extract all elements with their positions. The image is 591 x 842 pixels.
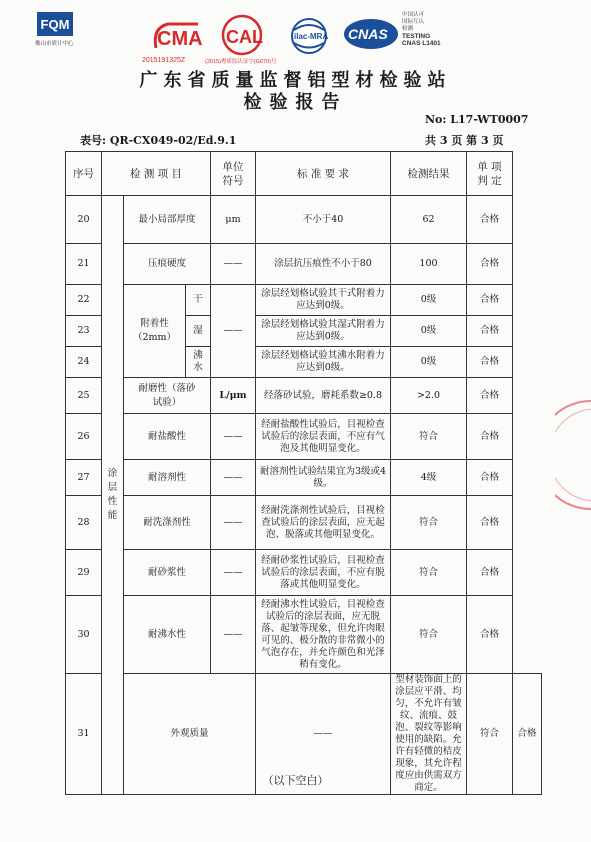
row-verdict: 合格 bbox=[467, 316, 513, 347]
row-subitem: 沸水 bbox=[186, 347, 211, 378]
row-result: 100 bbox=[391, 244, 467, 285]
header-item: 检 测 项 目 bbox=[102, 152, 211, 196]
blank-below-note: （以下空白） bbox=[262, 774, 329, 787]
red-seal-stamp bbox=[555, 395, 591, 515]
table-row bbox=[66, 460, 542, 496]
ilac-logo-text: ilac-MRA bbox=[294, 32, 329, 41]
row-item: 耐盐酸性 bbox=[124, 414, 211, 460]
row-unit: —— bbox=[211, 496, 256, 550]
row-item: 耐洗涤剂性 bbox=[124, 496, 211, 550]
row-verdict: 合格 bbox=[467, 460, 513, 496]
row-verdict: 合格 bbox=[467, 550, 513, 596]
cert-cn-line3: 检测 bbox=[402, 26, 414, 32]
row-item: 耐溶剂性 bbox=[124, 460, 211, 496]
row-unit: —— bbox=[211, 285, 256, 378]
row-result: 符合 bbox=[391, 414, 467, 460]
cert-cn-line2: 国际互认 bbox=[402, 19, 425, 25]
fqm-logo bbox=[35, 12, 89, 47]
row-requirement: 不小于40 bbox=[256, 196, 391, 244]
row-unit: —— bbox=[211, 460, 256, 496]
row-verdict: 合格 bbox=[513, 674, 542, 795]
table-row bbox=[66, 244, 542, 285]
header-requirement: 标 准 要 求 bbox=[256, 152, 391, 196]
row-requirement: 型材装饰面上的涂层应平滑、均匀，不允许有皱纹、流痕、鼓泡、裂纹等影响使用的缺陷。允许有轻微的桔皮现象，其允许程度应由供需双方商定。 bbox=[391, 674, 467, 795]
report-title: 检验报告 bbox=[243, 92, 348, 113]
table-header-row bbox=[66, 152, 542, 196]
table-row bbox=[66, 596, 542, 674]
row-unit: —— bbox=[211, 244, 256, 285]
row-no: 21 bbox=[66, 244, 102, 285]
row-requirement: 耐溶剂性试验结果宜为3级或4级。 bbox=[256, 460, 391, 496]
header-seq: 序号 bbox=[66, 152, 102, 196]
row-no: 26 bbox=[66, 414, 102, 460]
cert-code: CNAS L1401 bbox=[402, 40, 441, 47]
fqm-logo-mark: FQM bbox=[37, 12, 73, 36]
row-item: 最小局部厚度 bbox=[124, 196, 211, 244]
table-row bbox=[66, 550, 542, 596]
row-requirement: 经耐洗涤剂性试验后，目视检查试验后的涂层表面，应无起泡、脱落或其他明显变化。 bbox=[256, 496, 391, 550]
cma-logo-text: CMA bbox=[157, 28, 203, 50]
row-verdict: 合格 bbox=[467, 244, 513, 285]
row-unit: —— bbox=[256, 674, 391, 795]
cert-cn-line1: 中国认可 bbox=[402, 12, 425, 18]
table-row bbox=[66, 414, 542, 460]
row-unit: μm bbox=[211, 196, 256, 244]
row-subitem: 湿 bbox=[186, 316, 211, 347]
row-item: 外观质量 bbox=[124, 674, 256, 795]
row-no: 20 bbox=[66, 196, 102, 244]
row-no: 27 bbox=[66, 460, 102, 496]
row-requirement: 涂层抗压痕性不小于80 bbox=[256, 244, 391, 285]
row-unit: —— bbox=[211, 596, 256, 674]
row-no: 24 bbox=[66, 347, 102, 378]
row-verdict: 合格 bbox=[467, 414, 513, 460]
row-requirement: 涂层经划格试验其沸水附着力应达到0级。 bbox=[256, 347, 391, 378]
row-unit: L/μm bbox=[211, 378, 256, 414]
ilac-mra-logo bbox=[280, 16, 338, 56]
cert-en: TESTING bbox=[402, 33, 431, 40]
row-requirement: 经耐盐酸性试验后，目视检查试验后的涂层表面，不应有气泡及其他明显变化。 bbox=[256, 414, 391, 460]
table-row bbox=[66, 496, 542, 550]
row-result: 0级 bbox=[391, 347, 467, 378]
row-verdict: 合格 bbox=[467, 196, 513, 244]
row-result: 0级 bbox=[391, 285, 467, 316]
form-number: 表号: QR-CX049-02/Ed.9.1 bbox=[80, 134, 237, 147]
adhesion-group-label: 附着性（2mm） bbox=[124, 285, 186, 378]
cnas-logo-text: CNAS bbox=[348, 26, 388, 42]
row-result: 符合 bbox=[391, 550, 467, 596]
header-verdict: 单 项 判 定 bbox=[467, 152, 513, 196]
row-no: 30 bbox=[66, 596, 102, 674]
cnas-cert-text bbox=[402, 12, 441, 47]
station-title: 广东省质量监督铝型材检验站 bbox=[139, 70, 452, 91]
row-result: 符合 bbox=[391, 596, 467, 674]
row-no: 29 bbox=[66, 550, 102, 596]
row-result: 符合 bbox=[467, 674, 513, 795]
row-no: 28 bbox=[66, 496, 102, 550]
cnas-logo bbox=[342, 14, 400, 54]
row-result: 符合 bbox=[391, 496, 467, 550]
table-row bbox=[66, 378, 542, 414]
cal-logo bbox=[219, 14, 265, 58]
header-unit: 单位 符号 bbox=[211, 152, 256, 196]
row-unit: —— bbox=[211, 414, 256, 460]
cal-number: (2015)粤质监认证字(G070)号 bbox=[205, 59, 277, 65]
category-coating-performance: 涂层性能 bbox=[102, 196, 124, 795]
row-result: >2.0 bbox=[391, 378, 467, 414]
row-no: 22 bbox=[66, 285, 102, 316]
row-requirement: 经落砂试验，磨耗系数≥0.8 bbox=[256, 378, 391, 414]
inspection-table bbox=[65, 151, 542, 795]
row-item: 耐磨性（落砂试验） bbox=[124, 378, 211, 414]
row-verdict: 合格 bbox=[467, 378, 513, 414]
header-result: 检测结果 bbox=[391, 152, 467, 196]
row-item: 压痕硬度 bbox=[124, 244, 211, 285]
row-item: 耐沸水性 bbox=[124, 596, 211, 674]
row-verdict: 合格 bbox=[467, 347, 513, 378]
row-subitem: 干 bbox=[186, 285, 211, 316]
row-no: 31 bbox=[66, 674, 102, 795]
report-number: No: L17-WT0007 bbox=[425, 113, 529, 126]
row-unit: —— bbox=[211, 550, 256, 596]
table-row bbox=[66, 196, 542, 244]
cma-logo bbox=[148, 18, 208, 56]
fqm-caption: 佛山市质计中心 bbox=[35, 41, 74, 47]
page-info: 共 3 页 第 3 页 bbox=[425, 134, 504, 147]
row-verdict: 合格 bbox=[467, 596, 513, 674]
row-requirement: 经耐砂浆性试验后，目视检查试验后的涂层表面，不应有脱落或其他明显变化。 bbox=[256, 550, 391, 596]
row-result: 62 bbox=[391, 196, 467, 244]
row-verdict: 合格 bbox=[467, 496, 513, 550]
row-no: 25 bbox=[66, 378, 102, 414]
row-result: 4级 bbox=[391, 460, 467, 496]
row-requirement: 涂层经划格试验其湿式附着力应达到0级。 bbox=[256, 316, 391, 347]
cal-logo-text: CAL bbox=[226, 27, 263, 47]
cma-number: 2015191325Z bbox=[142, 57, 186, 64]
row-no: 23 bbox=[66, 316, 102, 347]
row-result: 0级 bbox=[391, 316, 467, 347]
row-requirement: 经耐沸水性试验后，目视检查试验后的涂层表面，应无脱落、起皱等现象，但允许肉眼可见的、极分散的非常微小的气泡存在，并允许颜色和光泽稍有变化。 bbox=[256, 596, 391, 674]
table-row bbox=[66, 285, 542, 316]
row-verdict: 合格 bbox=[467, 285, 513, 316]
row-requirement: 涂层经划格试验其干式附着力应达到0级。 bbox=[256, 285, 391, 316]
row-item: 耐砂浆性 bbox=[124, 550, 211, 596]
